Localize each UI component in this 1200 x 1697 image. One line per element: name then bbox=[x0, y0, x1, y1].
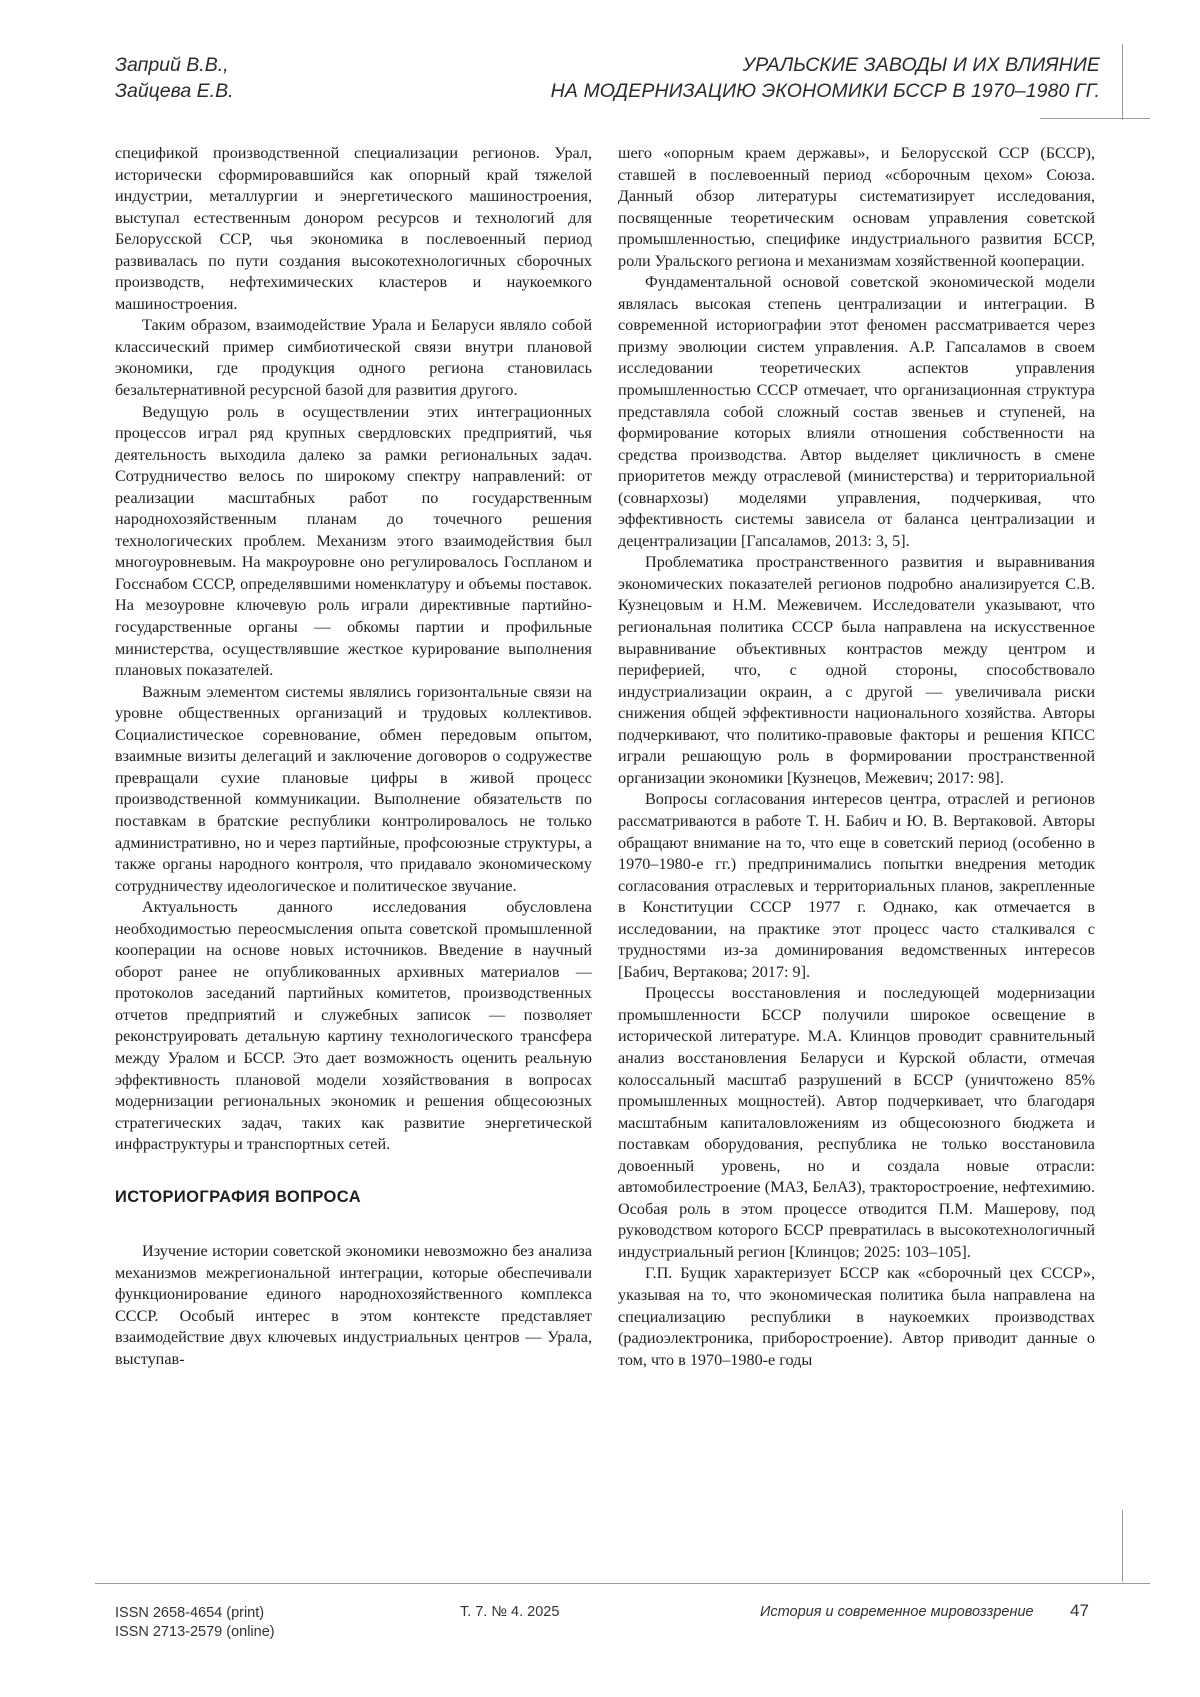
title-line-2: НА МОДЕРНИЗАЦИЮ ЭКОНОМИКИ БССР В 1970–1980 ГГ. bbox=[550, 80, 1100, 102]
left-text-column bbox=[115, 143, 592, 1371]
section-heading: ИСТОРИОГРАФИЯ ВОПРОСА bbox=[115, 1187, 362, 1206]
header-vertical-rule bbox=[1122, 44, 1123, 120]
body-paragraph: Ведущую роль в осуществлении этих интеграционных процессов играл ряд крупных свердловских предприятий, чья деятельность выходила далеко за рамки региональных задач. Сотрудничество велось по широкому спектру направлений: от реализации масштабных работ по государственным народнохозяйственным планам до точечного решения технологических проблем. Механизм этого взаимодействия был многоуровневым. На макроуровне оно регулировалось Госпланом и Госснабом СССР, определявшими номенклатуру и объемы поставок. На мезоуровне ключевую роль играли директивные партийно-государственные органы — обкомы партии и профильные министерства, осуществлявшие жесткое курирование выполнения плановых показателей. bbox=[115, 402, 592, 680]
issn-print: ISSN 2658-4654 (print) bbox=[115, 1605, 265, 1621]
running-header-authors bbox=[115, 52, 234, 104]
title-line-1: УРАЛЬСКИЕ ЗАВОДЫ И ИХ ВЛИЯНИЕ bbox=[742, 54, 1100, 76]
body-paragraph: Г.П. Бущик характеризует БССР как «сборочный цех СССР», указывая на то, что экономическая политика была направлена на специализацию республики в наукоемких производствах (радиоэлектроника, приборостроение). Автор приводит данные о том, что в 1970–1980-е годы bbox=[618, 1264, 1095, 1369]
author-1: Заприй В.В., bbox=[115, 54, 229, 76]
body-paragraph: Процессы восстановления и последующей модернизации промышленности БССР получили широкое освещение в исторической литературе. М.А. Клинцов проводит сравнительный анализ восстановления Беларуси и Курской области, отмечая колоссальный масштаб разрушений в БССР (уничтожено 85% промышленных мощностей). Автор подчеркивает, что благодаря масштабным капиталовложениям из общесоюзного бюджета и поставкам оборудования, республика не только восстановила довоенный уровень, но и создала новые отрасли: автомобилестроение (МАЗ, БелАЗ), тракторостроение, нефтехимию. Особая роль в этом процессе отводится П.М. Машерову, под руководством которого БССР превратилась в высокотехнологичный индустриальный регион [Клинцов; 2025: 103–105]. bbox=[618, 984, 1095, 1261]
body-paragraph: Вопросы согласования интересов центра, отраслей и регионов рассматриваются в работе Т. Н. Бабич и Ю. В. Вертаковой. Авторы обращают внимание на то, что еще в советский период (особенно в 1970–1980-е гг.) предпринимались попытки внедрения методик согласования отраслевых и территориальных планов, закрепленные в Конституции СССР 1977 г. Однако, как отмечается в исследовании, на практике этот процесс часто сталкивался с трудностями из-за доминирования ведомственных интересов [Бабич, Вертакова; 2017: 9]. bbox=[618, 790, 1095, 981]
author-2: Зайцева Е.В. bbox=[115, 80, 234, 102]
right-margin-vertical-rule bbox=[1122, 1510, 1123, 1582]
body-paragraph: Таким образом, взаимодействие Урала и Беларуси являло собой классический пример симбиотической связи внутри плановой экономики, где продукция одного региона становилась безальтернативной ресурсной базой для развития другого. bbox=[115, 316, 592, 400]
footer-volume: Т. 7. № 4. 2025 bbox=[460, 1604, 560, 1620]
body-paragraph: Фундаментальной основой советской экономической модели являлась высокая степень централизации и интеграции. В современной историографии этот феномен рассматривается через призму эволюции систем управления. А.Р. Гапсаламов в своем исследовании теоретических аспектов управления промышленностью СССР отмечает, что организационная структура представляла собой сложный состав звеньев и ступеней, на формирование которых влияли отношения собственности на средства производства. Автор выделяет цикличность в смене приоритетов между отраслевой (министерства) и территориальной (совнархозы) моделями управления, подчеркивая, что эффективность системы зависела от баланса централизации и децентрализации [Гапсаламов, 2013: 3, 5]. bbox=[618, 273, 1095, 550]
right-text-column bbox=[618, 143, 1095, 1371]
body-paragraph: Важным элементом системы являлись горизонтальные связи на уровне общественных организаций и трудовых коллективов. Социалистическое соревнование, обмен передовым опытом, взаимные визиты делегаций и заключение договоров о содружестве превращали сухие плановые цифры в живой процесс производственной коммуникации. Выполнение обязательств по поставкам в братские республики контролировалось не только административно, но и через партийные, профсоюзные структуры, а также органы народного контроля, что придавало экономическому сотрудничеству идеологическое и политическое звучание. bbox=[115, 682, 592, 895]
body-paragraph: Актуальность данного исследования обусловлена необходимостью переосмысления опыта советской промышленной кооперации на основе новых источников. Введение в научный оборот ранее не опубликованных архивных материалов — протоколов заседаний партийных комитетов, производственных отчетов предприятий и служебных записок — позволяет реконструировать детальную картину технологического трансфера между Уралом и БССР. Это дает возможность оценить реальную эффективность плановой модели хозяйствования в вопросах модернизации региональных экономик и решения общесоюзных стратегических задач, таких как развитие энергетической инфраструктуры и транспортных сетей. bbox=[115, 898, 592, 1154]
issn-online: ISSN 2713-2579 (online) bbox=[115, 1624, 275, 1640]
body-paragraph: Изучение истории советской экономики невозможно без анализа механизмов межрегиональной интеграции, которые обеспечивали функционирование единого народнохозяйственного комплекса СССР. Особый интерес в этом контексте представляет взаимодействие двух ключевых индустриальных центров — Урала, выступав- bbox=[115, 1242, 592, 1368]
body-paragraph: спецификой производственной специализации регионов. Урал, исторически сформировавшийся как опорный край тяжелой индустрии, металлургии и энергетического машиностроения, выступал естественным донором ресурсов и технологий для Белорусской ССР, чья экономика в послевоенный период развивалась по пути создания высокотехнологичных сборочных производств, нефтехимических кластеров и наукоемкого машиностроения. bbox=[115, 144, 592, 313]
page-number: 47 bbox=[1070, 1601, 1089, 1620]
footer-journal-title: История и современное мировоззрение bbox=[760, 1604, 1034, 1620]
header-horizontal-rule bbox=[1040, 118, 1150, 119]
running-header-title bbox=[551, 52, 1100, 104]
footer-issn bbox=[115, 1604, 275, 1642]
body-paragraph: шего «опорным краем державы», и Белорусской ССР (БССР), ставшей в послевоенный период «сборочным цехом» Союза. Данный обзор литературы систематизирует исследования, посвященные теоретическим основам управления советской промышленностью, специфике индустриального развития БССР, роли Уральского региона и механизмам хозяйственной кооперации. bbox=[618, 144, 1095, 270]
footer-horizontal-rule bbox=[95, 1583, 1150, 1584]
body-paragraph: Проблематика пространственного развития и выравнивания экономических показателей регионов подробно анализируется С.В. Кузнецовым и Н.М. Межевичем. Исследователи указывают, что региональная политика СССР была направлена на искусственное выравнивание объективных контрастов между центром и периферией, что, с одной стороны, способствовало индустриализации окраин, а с другой — увеличивала риски снижения общей эффективности национального хозяйства. Авторы подчеркивают, что политико-правовые факторы и решения КПСС играли решающую роль в формировании пространственной организации экономики [Кузнецов, Межевич; 2017: 98]. bbox=[618, 553, 1095, 787]
